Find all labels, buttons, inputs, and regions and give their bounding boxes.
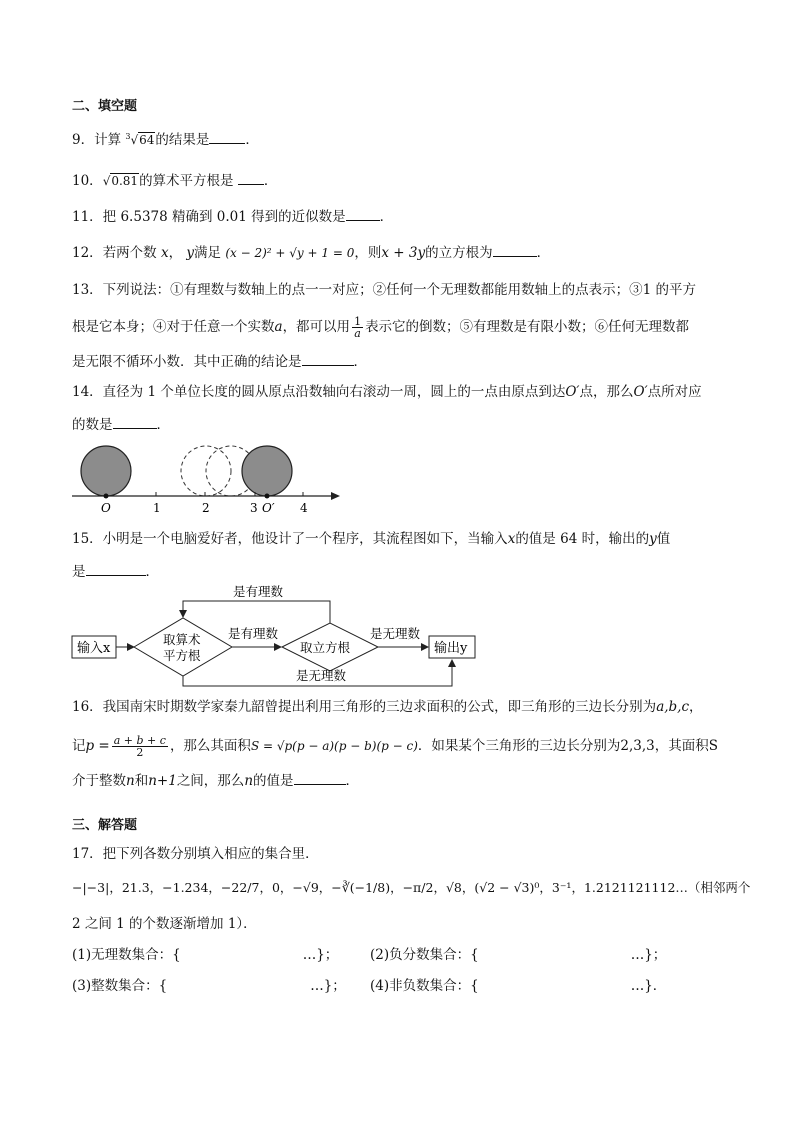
o-prime-point [265, 494, 270, 499]
question-10: 10．√0.81的算术平方根是 ． [72, 173, 278, 189]
cube-root: $^3$√64 [125, 132, 155, 147]
loop-back-arrow [183, 601, 330, 623]
q12-condition: (x − 2)² + √y + 1 = 0 [225, 246, 355, 260]
q9-blank[interactable] [209, 130, 245, 144]
q14-blank[interactable] [113, 415, 157, 429]
p-fraction: $\frac{a + b + c}{2}$ [113, 734, 166, 759]
set-negative-fraction: (2)负分数集合：{ …}； [370, 947, 667, 963]
section-title-answer: 三、解答题 [72, 818, 138, 833]
question-15-line1: 15．小明是一个电脑爱好者，他设计了一个程序，其流程图如下，当输入x的值是 64 时，输出的y值 [72, 531, 671, 547]
section-title-fill-in: 二、填空题 [72, 99, 138, 114]
label-o-prime: O′ [262, 501, 275, 515]
label-2: 2 [202, 501, 210, 515]
set-irrational: (1)无理数集合：{ …}； [72, 947, 339, 963]
program-flowchart [68, 580, 488, 690]
question-9: 9．计算 $^3$√64的结果是 ． [72, 132, 259, 148]
question-16-line3: 介于整数n和n+1之间，那么n的值是 ． [72, 773, 360, 789]
loop-top-label: 是有理数 [233, 584, 284, 599]
arrow1-label: 是有理数 [228, 626, 279, 641]
start-circle [81, 446, 131, 496]
question-16-line1: 16．我国南宋时期数学家秦九韶曾提出利用三角形的三边求面积的公式，即三角形的三边长分别为a,b,c， [72, 699, 703, 715]
question-17-line3: 2 之间 1 的个数逐渐增加 1）． [72, 916, 257, 932]
question-13-line1: 13．下列说法：①有理数与数轴上的点一一对应；②任何一个无理数都能用数轴上的点表示；③1 的平方 [72, 282, 697, 298]
q13-blank[interactable] [302, 352, 354, 366]
label-1: 1 [153, 501, 161, 515]
output-label: 输出y [434, 641, 468, 656]
set-integer: (3)整数集合：{ …}； [72, 978, 346, 994]
label-4: 4 [300, 501, 308, 515]
question-13-line3: 是无限不循环小数．其中正确的结论是 ． [72, 354, 367, 370]
q9-pre: 计算 [94, 132, 122, 148]
q10-blank[interactable] [238, 171, 264, 185]
square-root: √0.81 [102, 174, 139, 188]
question-12: 12．若两个数 x， y满足 (x − 2)² + √y + 1 = 0，则x + 3y的立方根为 ． [72, 245, 551, 261]
number-line-arrow [331, 492, 340, 500]
set-non-negative: (4)非负数集合：{ …}． [370, 978, 667, 994]
question-17-line1: 17．把下列各数分别填入相应的集合里． [72, 846, 319, 862]
rolling-circle-diagram [68, 440, 348, 518]
q10-post: 的算术平方根是 [139, 173, 234, 189]
sqrt-label-line2: 平方根 [163, 648, 201, 663]
sqrt-diamond [134, 618, 232, 676]
q16-blank[interactable] [294, 771, 346, 785]
question-14-line2: 的数是 ． [72, 417, 170, 433]
question-17-numbers: −|−3|，21.3，−1.234，−22/7，0，−√9，−∛(−1/8)，−π/2，√8，(√2 − √3)⁰，3⁻¹，1.2121121112…（相邻两个 [72, 880, 751, 895]
q9-post: 的结果是 [155, 132, 210, 148]
cbrt-label: 取立方根 [300, 640, 351, 655]
loop-bottom-label: 是无理数 [296, 668, 347, 683]
question-11: 11．把 6.5378 精确到 0.01 得到的近似数是 ． [72, 209, 394, 225]
origin-point [104, 494, 109, 499]
question-14-line1: 14．直径为 1 个单位长度的圆从原点沿数轴向右滚动一周，圆上的一点由原点到达O′点，那么O′点所对应 [72, 384, 702, 400]
q10-number: 10． [72, 173, 103, 189]
input-label: 输入x [77, 641, 111, 656]
label-3: 3 [250, 501, 258, 515]
area-formula: S = √p(p − a)(p − b)(p − c) [250, 739, 418, 753]
question-16-line2: 记p = $\frac{a + b + c}{2}$ ，那么其面积S = √p(p − a)(p − b)(p − c)．如果某个三角形的三边长分别为2,3,3，其面积S [72, 734, 719, 759]
q13-fraction: $\frac{1}{a}$ [354, 315, 362, 340]
question-15-line2: 是 ． [72, 564, 159, 580]
sqrt-label-line1: 取算术 [163, 632, 201, 647]
q15-blank[interactable] [86, 562, 146, 576]
arrow2-label: 是无理数 [370, 626, 421, 641]
label-o: O [101, 501, 111, 515]
q11-blank[interactable] [346, 207, 380, 221]
question-13-line2: 根是它本身；④对于任意一个实数a，都可以用 $\frac{1}{a}$ 表示它的倒数；⑤有理数是有限小数；⑥任何无理数都 [72, 315, 690, 340]
q12-blank[interactable] [493, 243, 537, 257]
end-circle [242, 446, 292, 496]
q9-number: 9． [72, 132, 95, 148]
